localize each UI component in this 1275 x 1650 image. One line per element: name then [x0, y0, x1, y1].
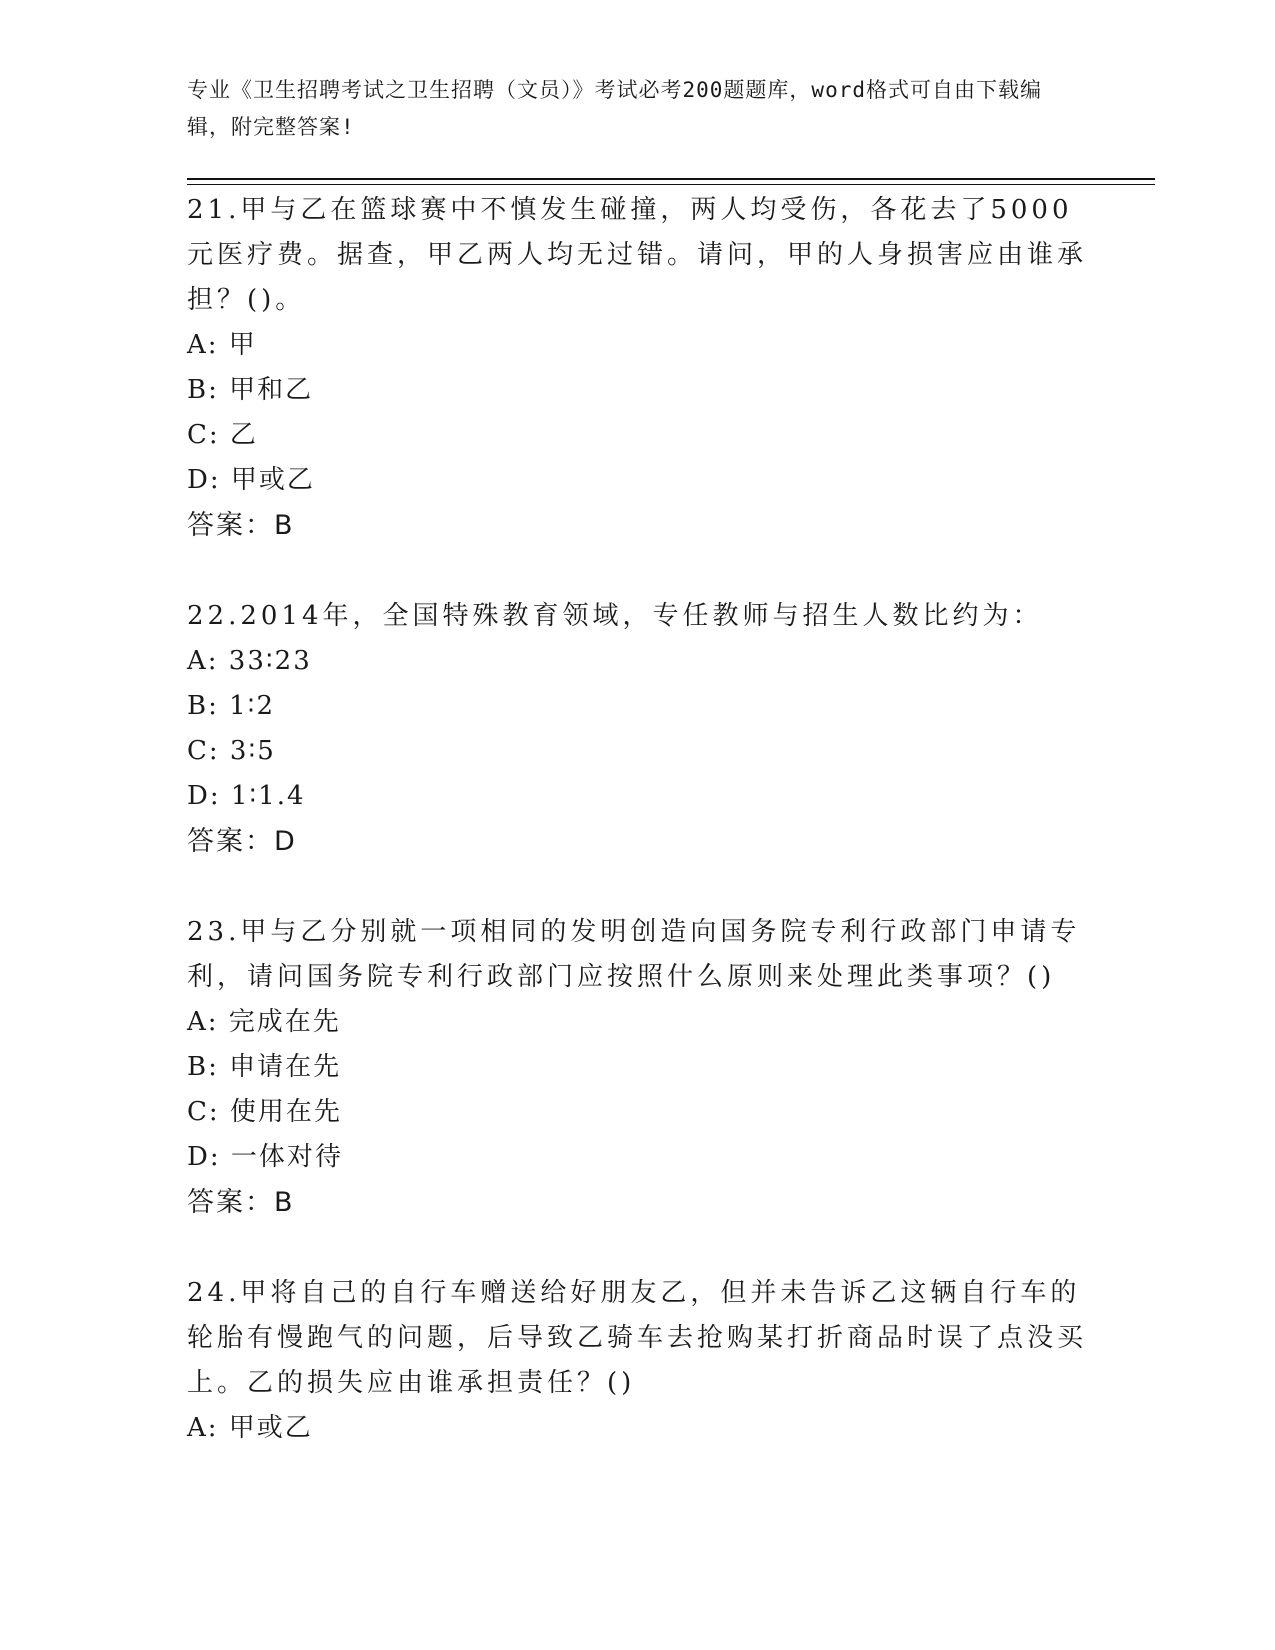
option-c: C: 乙: [187, 420, 258, 450]
option-b: B: 申请在先: [187, 1052, 342, 1082]
header-rule-thick: [187, 178, 1155, 180]
option-d: D: 甲或乙: [187, 465, 315, 495]
header-rule-thin: [187, 184, 1155, 185]
question-21: [187, 188, 1087, 548]
question-list: [187, 188, 1087, 1497]
question-text: 22.2014年，全国特殊教育领域，专任教师与招生人数比约为：: [187, 601, 1043, 631]
option-d: D: 1∶1.4: [187, 781, 306, 811]
option-a: A: 甲或乙: [187, 1413, 313, 1443]
option-d: D: 一体对待: [187, 1142, 343, 1172]
option-a: A: 33∶23: [187, 646, 312, 676]
question-22: [187, 594, 1087, 864]
option-c: C: 使用在先: [187, 1097, 342, 1127]
question-text: 23.甲与乙分别就一项相同的发明创造向国务院专利行政部门申请专利，请问国务院专利行政部门应按照什么原则来处理此类事项？(): [187, 917, 1081, 992]
question-text: 24.甲将自己的自行车赠送给好朋友乙，但并未告诉乙这辆自行车的轮胎有慢跑气的问题，后导致乙骑车去抢购某打折商品时误了点没买上。乙的损失应由谁承担责任？(): [187, 1278, 1088, 1398]
question-24: [187, 1271, 1087, 1451]
answer: 答案：B: [187, 510, 295, 541]
option-b: B: 1∶2: [187, 691, 275, 721]
answer: 答案：D: [187, 826, 297, 857]
option-a: A: 甲: [187, 330, 257, 360]
question-text: 21.甲与乙在篮球赛中不慎发生碰撞，两人均受伤，各花去了5000元医疗费。据查，甲乙两人均无过错。请问，甲的人身损害应由谁承担？()。: [187, 195, 1088, 315]
option-c: C: 3∶5: [187, 736, 276, 766]
option-b: B: 甲和乙: [187, 375, 314, 405]
option-a: A: 完成在先: [187, 1007, 341, 1037]
answer: 答案：B: [187, 1187, 295, 1218]
document-header: 专业《卫生招聘考试之卫生招聘（文员）》考试必考200题题库，word格式可自由下载编辑，附完整答案!: [187, 78, 1042, 139]
question-23: [187, 910, 1087, 1225]
